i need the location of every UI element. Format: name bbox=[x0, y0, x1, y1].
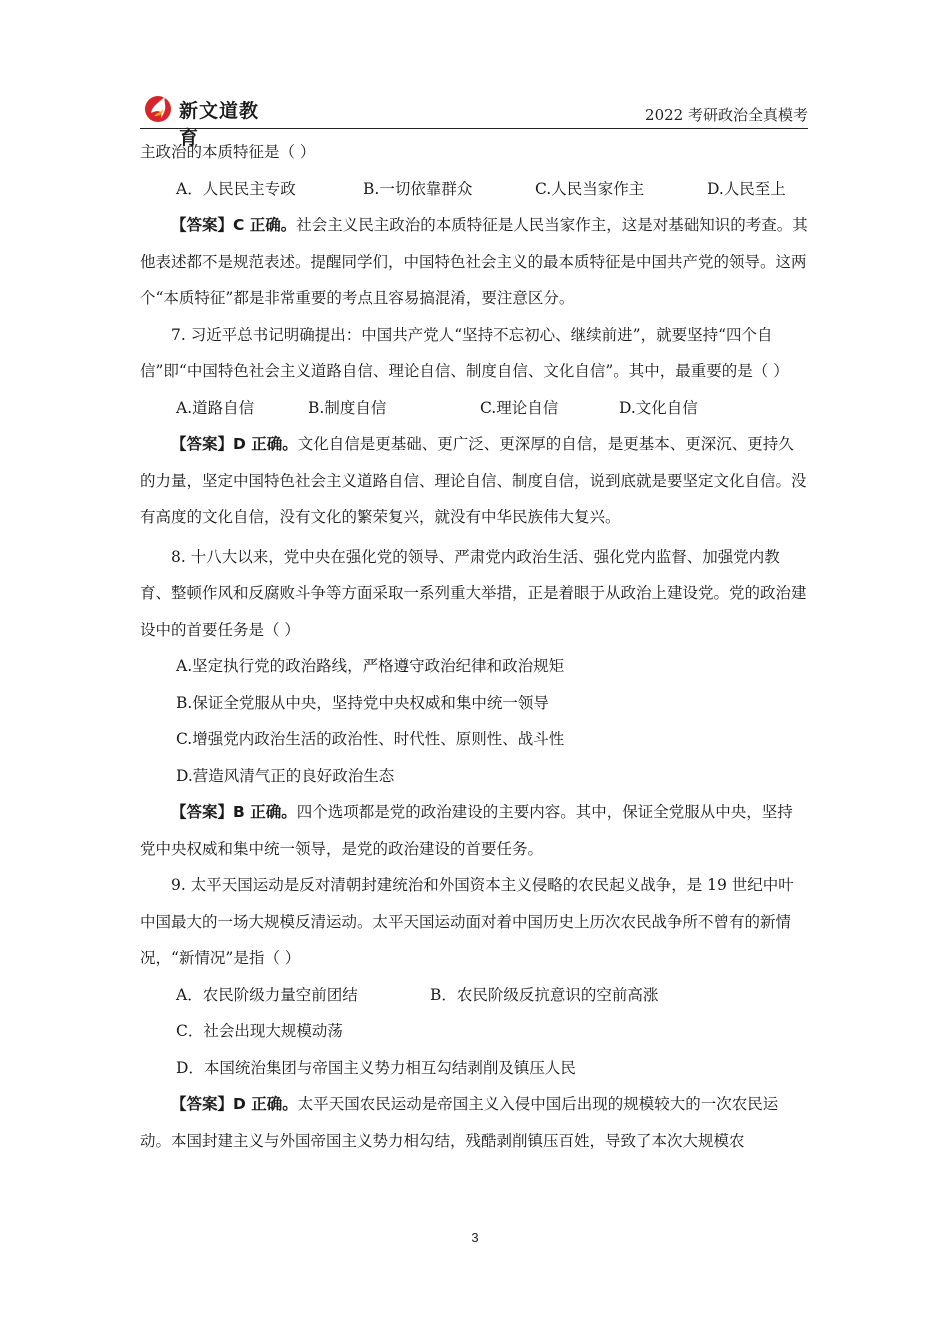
q9-option-d: D．本国统治集团与帝国主义势力相互勾结剥削及镇压人民 bbox=[176, 1058, 576, 1077]
flame-logo-icon bbox=[143, 92, 175, 124]
q8-option-c: C.增强党内政治生活的政治性、时代性、原则性、战斗性 bbox=[176, 730, 565, 748]
q9-stem: 9. 太平天国运动是反对清朝封建统治和外国资本主义侵略的农民起义战争，是 19 世纪中叶中国最大的一场大规模反清运动。太平天国运动面对着中国历史上历次农民战争所不曾有的新情况，“新情况”是指（ ） bbox=[140, 876, 794, 967]
q9-option-c: C．社会出现大规模动荡 bbox=[176, 1022, 343, 1040]
answer-label: 【答案】 bbox=[171, 435, 234, 453]
q7-option-d: D.文化自信 bbox=[619, 398, 698, 417]
answer-choice: B 正确。 bbox=[233, 803, 297, 821]
answer-explanation: 四个选项都是党的政治建设的主要内容。其中，保证全党服从中央，坚持党中央权威和集中统一领导，是党的政治建设的首要任务。 bbox=[140, 803, 793, 858]
q7-answer bbox=[140, 426, 808, 536]
q8-option-d: D.营造风清气正的良好政治生态 bbox=[176, 766, 395, 785]
q7-option-b: B.制度自信 bbox=[308, 398, 387, 417]
q6-options bbox=[140, 171, 808, 208]
q6-answer bbox=[140, 207, 808, 317]
q8-option-b: B.保证全党服从中央，坚持党中央权威和集中统一领导 bbox=[176, 693, 549, 712]
document-body bbox=[140, 134, 808, 1159]
page-header bbox=[140, 90, 808, 149]
answer-label: 【答案】 bbox=[171, 216, 234, 234]
q6-option-b: B.一切依靠群众 bbox=[363, 179, 473, 198]
q8-stem: 8. 十八大以来，党中央在强化党的领导、严肃党内政治生活、强化党内监督、加强党内教育、整顿作风和反腐败斗争等方面采取一系列重大举措，正是着眼于从政治上建设党。党的政治建设中的首要任务是（ ） bbox=[140, 547, 807, 639]
q6-option-c: C.人民当家作主 bbox=[535, 179, 645, 198]
answer-explanation: 文化自信是更基础、更广泛、更深厚的自信，是更基本、更深沉、更持久的力量，坚定中国特色社会主义道路自信、理论自信、制度自信，说到底就是要坚定文化自信。没有高度的文化自信，没有文化的繁荣复兴，就没有中华民族伟大复兴。 bbox=[140, 435, 807, 526]
q6-stem: 主政治的本质特征是（ ） bbox=[140, 143, 316, 161]
q6-option-a: A．人民民主专政 bbox=[176, 179, 296, 198]
answer-explanation: 太平天国农民运动是帝国主义入侵中国后出现的规模较大的一次农民运动。本国封建主义与外国帝国主义势力相勾结，残酷剥削镇压百姓，导致了本次大规模农 bbox=[140, 1095, 779, 1150]
answer-choice: D 正确。 bbox=[233, 435, 298, 453]
logo bbox=[143, 92, 273, 149]
answer-choice: C 正确。 bbox=[233, 216, 297, 234]
logo-text: 新文道教育 bbox=[179, 100, 260, 149]
answer-choice: D 正确。 bbox=[233, 1095, 298, 1113]
q9-answer bbox=[140, 1086, 808, 1159]
q8-option-a: A.坚定执行党的政治路线，严格遵守政治纪律和政治规矩 bbox=[176, 657, 565, 675]
q7-option-c: C.理论自信 bbox=[480, 398, 559, 417]
q9-option-b: B．农民阶级反抗意识的空前高涨 bbox=[430, 985, 659, 1004]
q7-stem: 7. 习近平总书记明确提出：中国共产党人“坚持不忘初心、继续前进”，就要坚持“四个自信”即“中国特色社会主义道路自信、理论自信、制度自信、文化自信”。其中，最重要的是（ ） bbox=[140, 325, 789, 380]
answer-explanation: 社会主义民主政治的本质特征是人民当家作主，这是对基础知识的考查。其他表述都不是规范表述。提醒同学们，中国特色社会主义的最本质特征是中国共产党的领导。这两个“本质特征”都是非常重要的考点且容易搞混淆，要注意区分。 bbox=[140, 216, 808, 307]
q8-answer bbox=[140, 794, 808, 867]
answer-label: 【答案】 bbox=[171, 1095, 234, 1113]
q9-options-row bbox=[140, 977, 808, 1014]
answer-label: 【答案】 bbox=[171, 803, 234, 821]
q7-options bbox=[140, 390, 808, 427]
q7-option-a: A.道路自信 bbox=[176, 398, 255, 417]
page-number: 3 bbox=[471, 1230, 479, 1245]
header-title: 2022 考研政治全真模考 bbox=[645, 106, 808, 124]
q9-option-a: A．农民阶级力量空前团结 bbox=[176, 985, 358, 1004]
q6-option-d: D.人民至上 bbox=[707, 179, 786, 198]
